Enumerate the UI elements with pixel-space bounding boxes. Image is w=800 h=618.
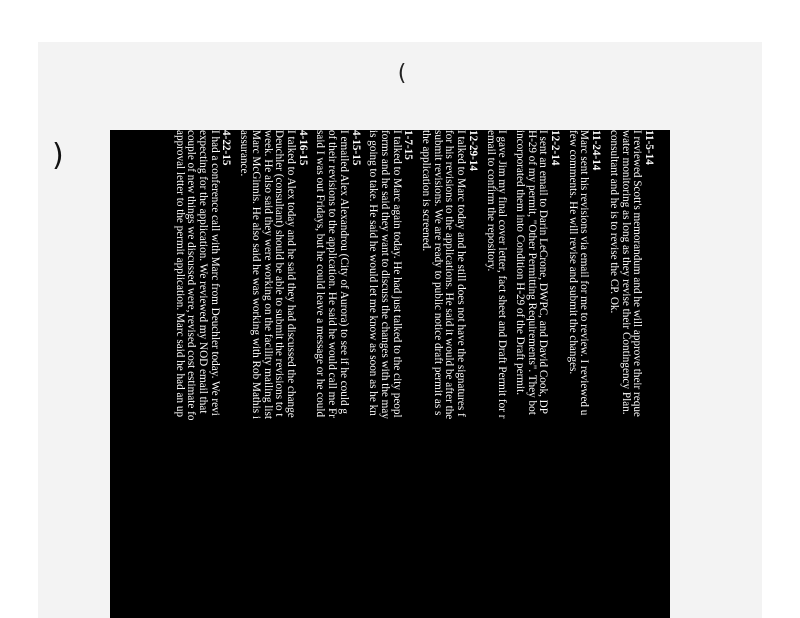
entry-date: 11-5-14: [643, 130, 655, 165]
entry-text-line: Deuchler (consultant) should be able to submit the revisions to t: [273, 130, 286, 417]
binder-hole-mark-left: ): [52, 138, 64, 173]
entry-text-line: submit revisions. We are ready to public notice draft permit as s: [431, 130, 444, 416]
entry-text-line: incorporated them into Condition H-29 of the Draft permit.: [513, 130, 526, 396]
entry-text-line: I talked to Marc again today. He had just talked to the city peopl: [390, 130, 403, 418]
log-entry: [566, 130, 601, 618]
log-entries: [110, 130, 670, 618]
entry-text-line: week. He also said they were working on the facility mailing list: [261, 130, 274, 419]
entry-text-line: Marc McGinnis. He also said he was working with Rob Mathis i: [249, 130, 262, 419]
entry-text-line: H-29 of my permit, "Other Permitting Requirements". They bot: [525, 130, 538, 415]
entry-text-line: I gave Jim my final cover letter, fact sheet and Draft Permit for r: [496, 130, 509, 419]
entry-date: 1-7-15: [402, 130, 415, 160]
log-entry: [238, 130, 308, 618]
entry-text-line: forms and he said they want to discuss the changes with the may: [378, 130, 391, 419]
binder-hole-mark: (: [397, 61, 407, 86]
document-page: [110, 130, 670, 618]
entry-date: 11-24-14: [590, 130, 603, 171]
entry-text-line: the application is screened.: [420, 130, 433, 252]
entry-text-line: I had a conference call with Marc from Deuchler today. We revi: [208, 130, 221, 416]
log-entry: [314, 130, 361, 618]
entry-text-line: I talked to Alex today and he said they had discussed the change: [285, 130, 298, 418]
log-entry: [513, 130, 560, 618]
entry-text-line: consultant and he is to revise the CP. Ok.: [607, 130, 620, 314]
entry-text-line: for his revisions to the applications. He said it would be after the: [443, 130, 456, 420]
entry-text-line: Marc sent his revisions via email for me to review. I reviewed u: [578, 130, 591, 416]
entry-text-line: couple of new things we discussed were, revised cost estimate fo: [185, 130, 198, 421]
entry-text-line: assurance.: [238, 130, 251, 177]
log-entry: [173, 130, 232, 618]
log-entry: [419, 130, 478, 618]
log-entry: [367, 130, 414, 618]
entry-text-line: few comments. He will revise and submit the changes.: [566, 130, 579, 375]
entry-text-line: water monitoring as long as they revise their Contingency Plan.: [619, 130, 632, 415]
entry-date: 12-2-14: [549, 130, 562, 166]
entry-text-line: I emailed Alex Alexandrou (City of Aurora) to see if he could g: [337, 130, 350, 414]
entry-date: 4-16-15: [296, 130, 309, 166]
log-entry: [484, 130, 513, 618]
entry-text-line: email to confirm the repository.: [484, 130, 497, 272]
entry-text-line: I reviewed Scott's memorandum and he will approve their reque: [631, 130, 644, 417]
entry-text-line: I talked to Marc today and he still does not have the signatures f: [455, 130, 468, 417]
entry-text-line: is going to take. He said he would let me know as soon as he kn: [367, 130, 380, 416]
entry-text-line: of their revisions to the application. He said he would call me Fr: [326, 130, 339, 419]
entry-text-line: approval letter to the permit application. Marc said he had an up: [173, 130, 186, 418]
entry-text-line: I sent an email to Darin LeCrone, DWPC, and David Cook, DP: [537, 130, 550, 414]
entry-text-line: said I was out Fridays, but he could leave a message or he could: [314, 130, 327, 418]
entry-date: 4-15-15: [349, 130, 362, 166]
entry-date: 4-22-15: [220, 130, 233, 166]
entry-date: 12-29-14: [466, 130, 479, 172]
log-entry: [607, 130, 654, 618]
entry-text-line: expecting for the application. We reviewed my NOD email that: [197, 130, 210, 414]
